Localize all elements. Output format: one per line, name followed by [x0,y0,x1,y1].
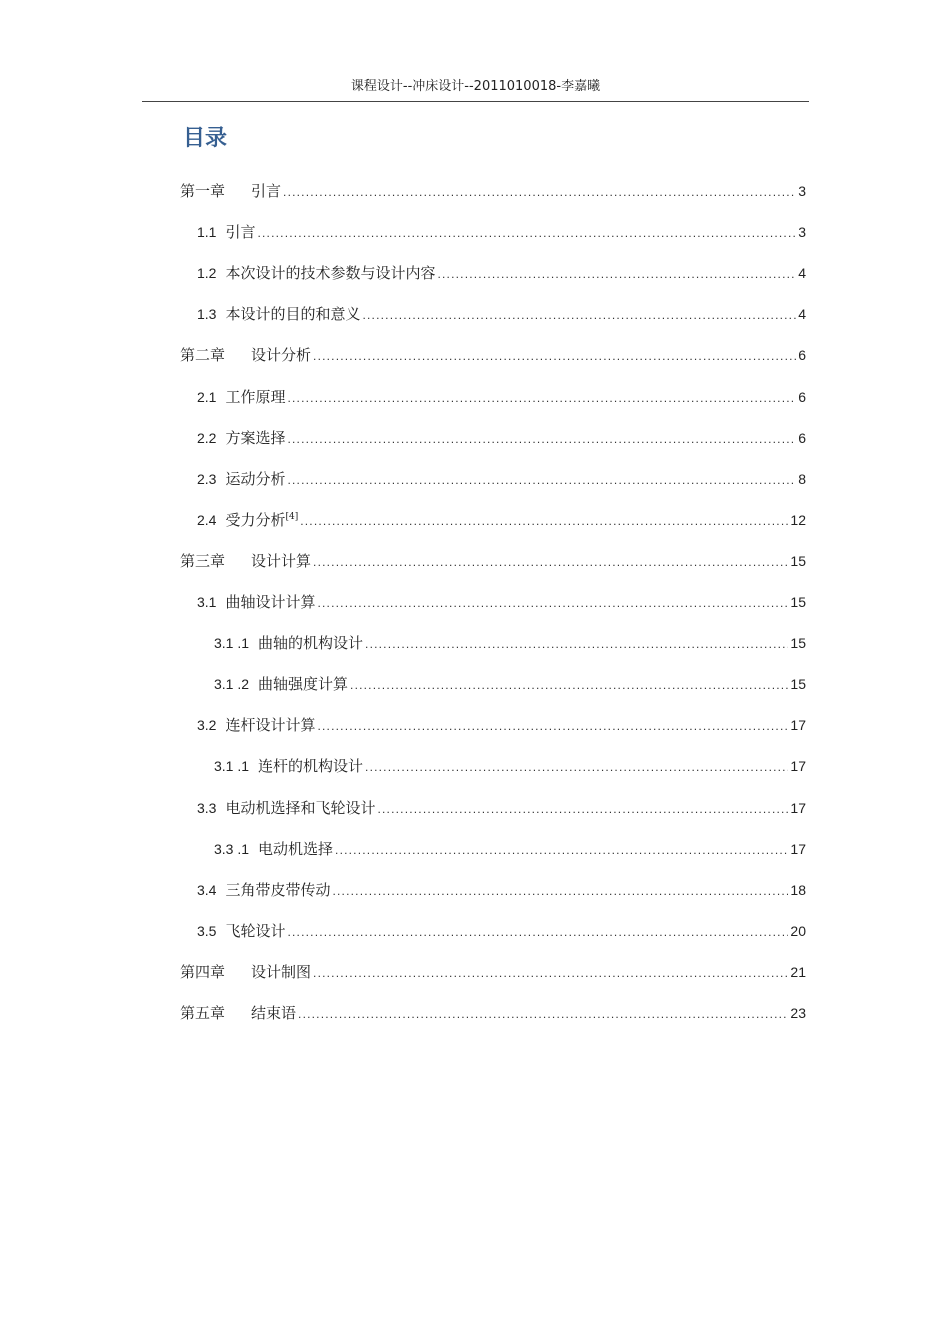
toc-entry-number: 2.3 [197,471,217,487]
toc-entry-title [225,261,435,285]
toc-entry-page-number: 3 [798,224,806,240]
toc-entry-title-text: 设计计算 [251,552,312,570]
toc-entry-title-text: 连杆设计计算 [225,716,316,734]
toc-entry-title-text: 飞轮设计 [225,922,286,940]
toc-entry[interactable] [180,343,806,367]
toc-entry-title [225,713,315,737]
toc-entry-page-number: 12 [790,512,806,528]
toc-entry-number: 3.5 [197,923,217,939]
toc-entry[interactable] [180,179,806,203]
toc-entry-page-number: 17 [790,800,806,816]
toc-entry-title-text: 结束语 [251,1004,297,1022]
toc-entry[interactable] [197,796,806,820]
toc-entry-number: 第五章 [180,1004,226,1022]
toc-entry-number: 第三章 [180,552,226,570]
toc-entry-number: 3.3 .1 [214,841,250,857]
toc-entry-number: 第二章 [180,346,226,364]
toc-entry-page-number: 15 [790,594,806,610]
toc-entry-title [225,385,285,409]
toc-entry-title-text: 三角带皮带传动 [225,881,331,899]
toc-entry-title-text: 设计制图 [251,963,312,981]
toc-dot-leader [283,180,796,204]
toc-entry-number: 3.1 [197,594,217,610]
toc-entry-title [251,549,311,573]
toc-entry-number: 第一章 [180,182,226,200]
toc-dot-leader [335,838,788,862]
toc-entry-page-number: 18 [790,882,806,898]
toc-entry[interactable] [180,960,806,984]
toc-entry[interactable] [214,837,806,861]
toc-entry-title [251,343,311,367]
toc-entry-number: 3.2 [197,717,217,733]
toc-entry-number: 3.1 .1 [214,758,250,774]
toc-entry[interactable] [197,590,806,614]
toc-entry-title [251,1001,296,1025]
toc-entry-page-number: 4 [798,265,806,281]
toc-entry-title-text: 曲轴设计计算 [225,593,316,611]
toc-entry-page-number: 8 [798,471,806,487]
toc-entry-title [251,179,281,203]
toc-dot-leader [365,755,788,779]
toc-entry-number: 1.2 [197,265,217,281]
toc-entry-page-number: 17 [790,841,806,857]
toc-dot-leader [317,591,788,615]
toc-entry-page-number: 15 [790,635,806,651]
toc-entry-title-text: 电动机选择 [258,840,334,858]
toc-entry-title [225,220,255,244]
toc-entry-number: 1.1 [197,224,217,240]
toc-entry-title-text: 曲轴的机构设计 [258,634,364,652]
toc-entry-title [225,302,360,326]
toc-dot-leader [313,961,788,985]
toc-entry[interactable] [197,467,806,491]
toc-entry-number: 第四章 [180,963,226,981]
toc-dot-leader [350,673,788,697]
toc-entry-number: 2.1 [197,389,217,405]
toc-dot-leader [300,509,788,533]
toc-dot-leader [257,221,796,245]
toc-entry-number: 3.3 [197,800,217,816]
toc-entry-number: 2.2 [197,430,217,446]
toc-dot-leader [437,262,796,286]
toc-entry-page-number: 6 [798,430,806,446]
toc-entry-title [225,426,285,450]
toc-entry-number: 3.1 .1 [214,635,250,651]
toc-entry-title [225,796,375,820]
toc-dot-leader [287,920,788,944]
toc-entry-title [225,590,315,614]
toc-entry-page-number: 15 [790,676,806,692]
toc-dot-leader [365,632,788,656]
toc-entry-number: 3.1 .2 [214,676,250,692]
toc-entry-title-text: 受力分析 [225,511,286,529]
toc-entry[interactable] [197,385,806,409]
toc-entry-title [225,508,298,532]
toc-entry-title-text: 电动机选择和飞轮设计 [225,799,376,817]
toc-entry[interactable] [197,508,806,532]
toc-dot-leader [287,386,796,410]
toc-entry-citation: [4] [285,512,299,522]
toc-entry-title [225,878,330,902]
toc-entry-title [258,672,348,696]
toc-entry-page-number: 3 [798,183,806,199]
toc-entry[interactable] [197,426,806,450]
toc-entry[interactable] [197,220,806,244]
toc-entry[interactable] [197,919,806,943]
toc-entry-title-text: 引言 [225,223,256,241]
toc-dot-leader [377,797,788,821]
toc-entry-title [225,919,285,943]
toc-entry-page-number: 17 [790,717,806,733]
toc-dot-leader [313,550,788,574]
toc-entry-page-number: 23 [790,1005,806,1021]
toc-entry-page-number: 17 [790,758,806,774]
toc-entry[interactable] [197,713,806,737]
toc-entry-page-number: 20 [790,923,806,939]
toc-dot-leader [298,1002,788,1026]
toc-dot-leader [313,344,796,368]
toc-entry-page-number: 4 [798,306,806,322]
toc-entry[interactable] [214,672,806,696]
toc-entry[interactable] [214,631,806,655]
toc-entry-page-number: 6 [798,347,806,363]
page-header [142,76,809,102]
toc-dot-leader [362,303,796,327]
toc-entry-page-number: 6 [798,389,806,405]
toc-entry-number: 2.4 [197,512,217,528]
page-header-text: 课程设计--冲床设计--2011010018-李嘉曦 [350,79,601,94]
toc-entry-title-text: 本次设计的技术参数与设计内容 [225,264,436,282]
toc-dot-leader [332,879,788,903]
toc-entry-title-text: 曲轴强度计算 [258,675,349,693]
toc-entry-number: 1.3 [197,306,217,322]
toc-entry-title-text: 本设计的目的和意义 [225,305,361,323]
toc-entry-title-text: 连杆的机构设计 [258,757,364,775]
toc-heading: 目录 [183,126,228,151]
toc-entry[interactable] [197,261,806,285]
toc-entry[interactable] [197,878,806,902]
toc-entry-number: 3.4 [197,882,217,898]
toc-entry[interactable] [180,1001,806,1025]
toc-entry-title-text: 设计分析 [251,346,312,364]
toc-entry[interactable] [197,302,806,326]
toc-entry-title [258,631,363,655]
toc-dot-leader [317,714,788,738]
toc-entry-title-text: 工作原理 [225,388,286,406]
toc-entry-title-text: 运动分析 [225,470,286,488]
toc-entry-page-number: 15 [790,553,806,569]
toc-entry-title-text: 引言 [251,182,282,200]
toc-entry-title-text: 方案选择 [225,429,286,447]
toc-entry-title [225,467,285,491]
toc-entry-title [251,960,311,984]
toc-dot-leader [287,468,796,492]
toc-entry[interactable] [180,549,806,573]
toc-dot-leader [287,427,796,451]
toc-entry-title [258,754,363,778]
toc-entry[interactable] [214,754,806,778]
toc-entry-page-number: 21 [790,964,806,980]
toc-entry-title [258,837,333,861]
